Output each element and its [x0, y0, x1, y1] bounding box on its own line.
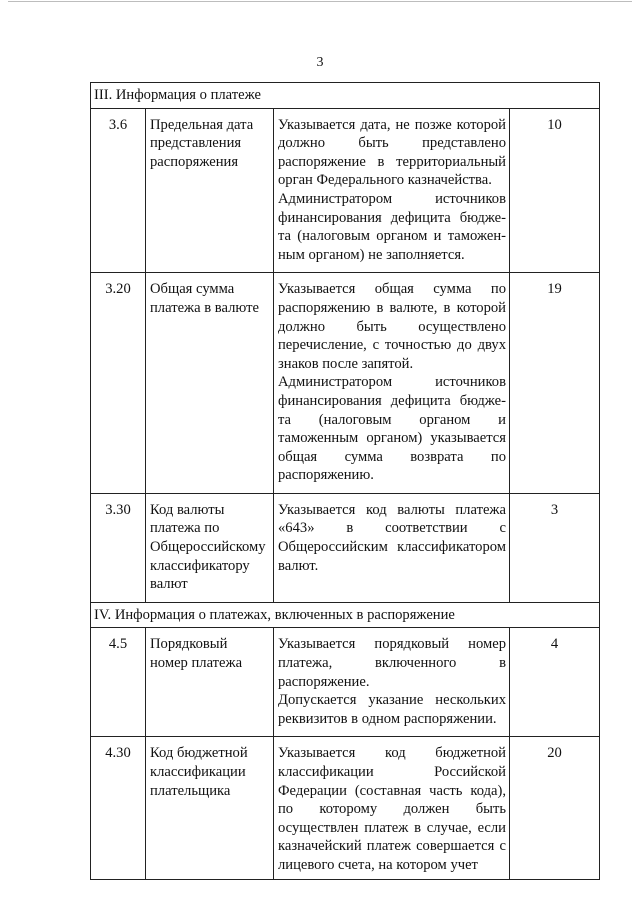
requisite-name: Порядковый номер платежа [146, 628, 274, 737]
table-row [91, 493, 600, 602]
row-number: 3.20 [91, 273, 146, 494]
row-number: 4.5 [91, 628, 146, 737]
requisite-description: Указывается код бюджетной классификации Российской Федерации (составная часть кода), по которому должен быть осуществлен платеж в случае, если казначейский платеж совершается с лицевого счета, на котором учет [274, 737, 510, 879]
table-row [91, 628, 600, 737]
requisites-table [90, 82, 600, 880]
requisite-description: Указывается дата, не позже которой должно быть представлено распоряжение в территориальный орган Федерального казначейства. Администратором источников финансирования дефицита бюдже-та (налоговым органом и таможен-ным органом) не заполняется. [274, 108, 510, 273]
section-header-row [91, 83, 600, 109]
section-header-row [91, 602, 600, 628]
row-number: 4.30 [91, 737, 146, 879]
section-title: IV. Информация о платежах, включенных в распоряжение [91, 602, 600, 628]
table-row [91, 108, 600, 273]
requisite-description: Указывается код валюты платежа «643» в соответствии с Общероссийским классификатором валют. [274, 493, 510, 602]
table-row [91, 737, 600, 879]
table-row [91, 273, 600, 494]
field-reference-number: 3 [510, 493, 600, 602]
field-reference-number: 10 [510, 108, 600, 273]
page-number: 3 [316, 55, 324, 70]
row-number: 3.6 [91, 108, 146, 273]
page-top-edge [8, 1, 632, 2]
requisite-name: Общая сумма платежа в валюте [146, 273, 274, 494]
field-reference-number: 19 [510, 273, 600, 494]
requisite-name: Код валюты платежа по Общероссийскому классификатору валют [146, 493, 274, 602]
field-reference-number: 4 [510, 628, 600, 737]
requisite-name: Код бюджетной классификации плательщика [146, 737, 274, 879]
requisite-description: Указывается порядковый номер платежа, включенного в распоряжение. Допускается указание нескольких реквизитов в одном распоряжении. [274, 628, 510, 737]
requisite-description: Указывается общая сумма по распоряжению в валюте, в которой должно быть осуществлено перечисление, с точностью до двух знаков после запятой. Администратором источников финансирования дефицита бюдже-та (налоговым органом и таможенным органом) указывается общая сумма возврата по распоряжению. [274, 273, 510, 494]
requisite-name: Предельная дата представления распоряжения [146, 108, 274, 273]
field-reference-number: 20 [510, 737, 600, 879]
row-number: 3.30 [91, 493, 146, 602]
section-title: III. Информация о платеже [91, 83, 600, 109]
